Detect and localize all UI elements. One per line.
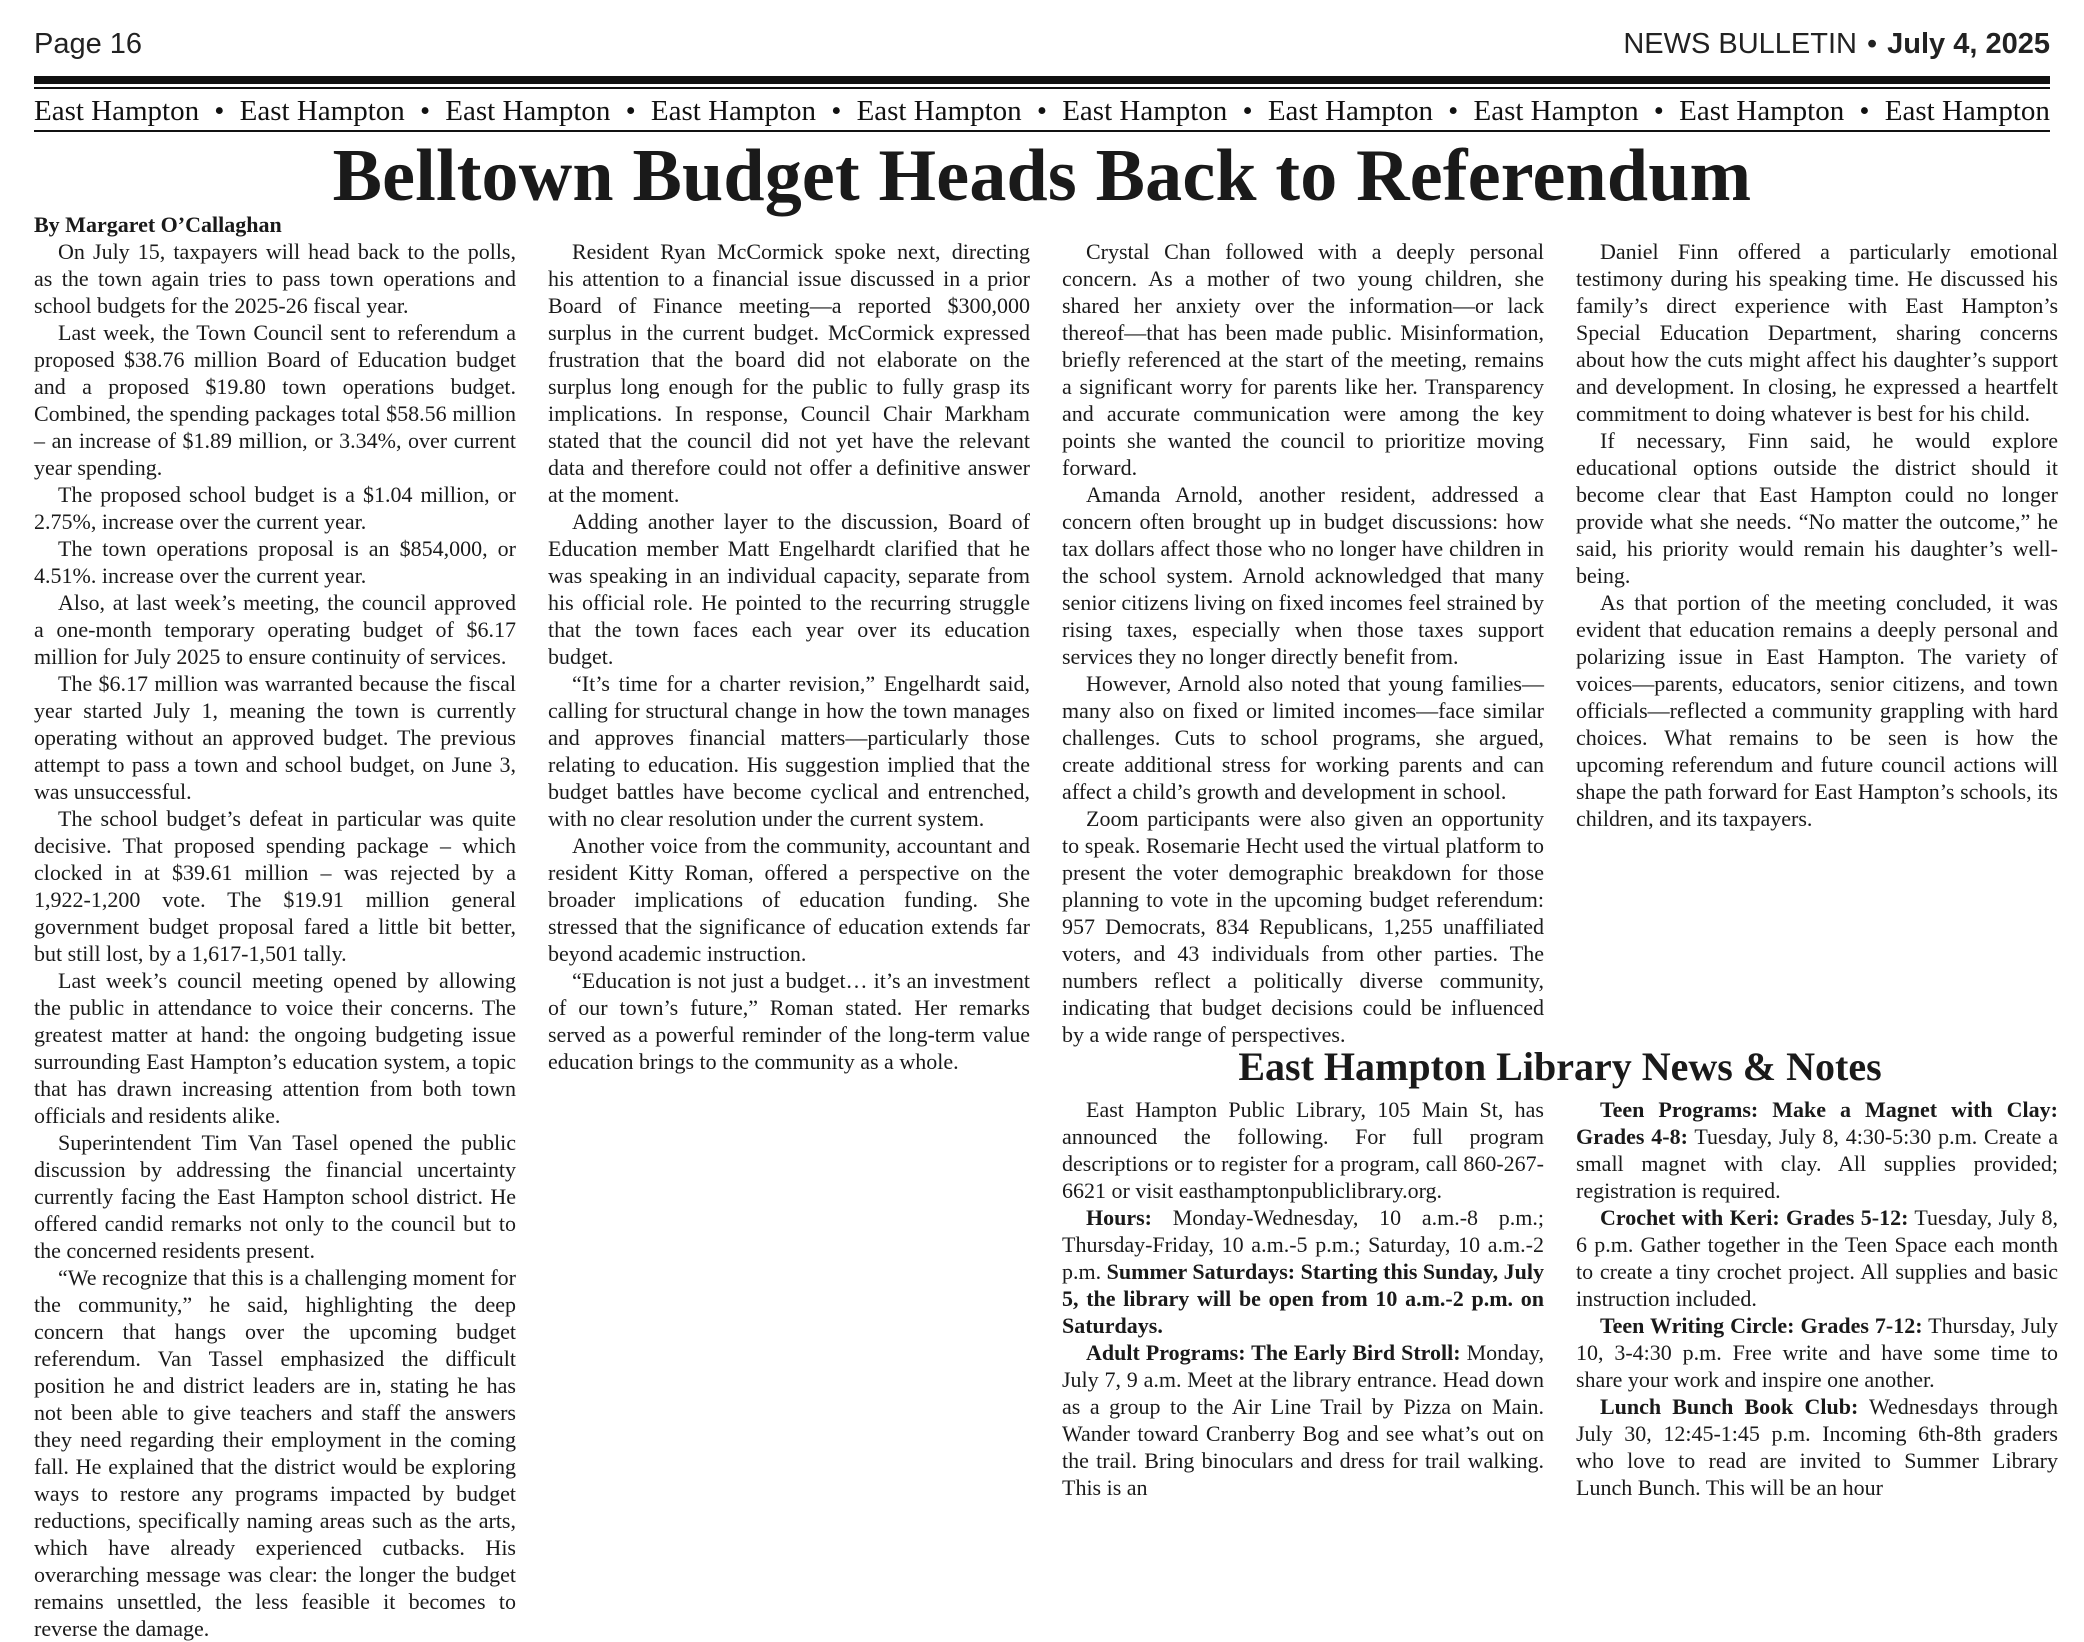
article-column-1 [34,238,516,1641]
article-paragraph: If necessary, Finn said, he would explore educational options outside the district should it become clear that East Hampton could no longer provide what she needs. “No matter the outcome,” he said, his priority would remain his daughter’s well-being. [1576,428,2058,588]
banner-bullet: • [1242,95,1253,127]
library-item [1576,1204,2058,1312]
article-byline: By Margaret O’Callaghan [34,212,282,237]
library-item [1576,1393,2058,1501]
library-item-text: Tuesday, July 8, 6 p.m. Gather together in the Teen Space each month to create a tiny crochet project. All supplies and basic instruction included. [1576,1205,2059,1311]
banner-bullet: • [1036,95,1048,127]
article-paragraph: The $6.17 million was warranted because the fiscal year started July 1, meaning the town is currently operating without an approved budget. The previous attempt to pass a town and school budget, on June 3, was unsuccessful. [34,671,516,804]
library-item-text: Monday-Wednesday, 10 a.m.-8 p.m.; Thursday-Friday, 10 a.m.-5 p.m.; Saturday, 10 a.m.-2 p.m. [1062,1205,1544,1284]
article-paragraph: As that portion of the meeting concluded, it was evident that education remains a deeply personal and polarizing issue in East Hampton. The variety of voices—parents, educators, senior citizens, and town officials—reflected a community grappling with hard choices. What remains to be seen is how the upcoming referendum and future council actions will shape the path forward for East Hampton’s schools, its children, and its taxpayers. [1576,590,2058,831]
library-item [1576,1312,2058,1393]
article-paragraph: “It’s time for a charter revision,” Engelhardt said, calling for structural change in how the town manages and approves financial matters—particularly those relating to education. His suggestion implied that the budget battles have become cyclical and entrenched, with no clear resolution under the current system. [548,671,1030,831]
header-rule-thin [34,87,2050,89]
article-paragraph: The town operations proposal is an $854,000, or 4.51%. increase over the current year. [34,536,516,588]
article-paragraph: “Education is not just a budget… it’s an investment of our town’s future,” Roman stated. Her remarks served as a powerful reminder of the long-term value education brings to the community as a whole. [548,968,1030,1074]
article-paragraph: Another voice from the community, accountant and resident Kitty Roman, offered a perspective on the broader implications of education funding. She stressed that the significance of education extends far beyond academic instruction. [548,833,1030,966]
banner-town: East Hampton [650,95,817,127]
article-column-3 [1062,238,1544,1047]
banner-town: East Hampton [1679,95,1845,127]
banner-town: East Hampton [856,95,1022,127]
library-item-text: Wednesdays through July 30, 12:45-1:45 p.m. Incoming 6th-8th graders who love to read are invited to Summer Library Lunch Bunch. This will be an hour [1576,1394,2059,1500]
article-paragraph: Daniel Finn offered a particularly emotional testimony during his speaking time. He discussed his family’s direct experience with East Hampton’s Special Education Department, sharing concerns about how the cuts might affect his daughter’s support and development. In closing, he expressed a heartfelt commitment to doing whatever is best for his child. [1576,239,2058,426]
article-paragraph: Last week, the Town Council sent to referendum a proposed $38.76 million Board of Education budget and a proposed $19.80 town operations budget. Combined, the spending packages total $58.56 million – an increase of $1.89 million, or 3.34%, over current year spending. [34,320,516,480]
library-item-text: Tuesday, July 8, 4:30-5:30 p.m. Create a small magnet with clay. All supplies provided; registration is required. [1576,1124,2059,1203]
banner-town: East Hampton [1062,95,1228,127]
banner-town: East Hampton [239,95,405,127]
library-item-text: Monday, July 7, 9 a.m. Meet at the library entrance. Head down as a group to the Air Line Trail by Pizza on Main. Wander toward Cranberry Bog and see what’s out on the trail. Bring binoculars and dress for trail walking. This is an [1062,1340,1544,1500]
article-paragraph: Also, at last week’s meeting, the council approved a one-month temporary operating budget of $6.17 million for July 2025 to ensure continuity of services. [34,590,516,669]
page-number: Page 16 [34,28,143,60]
banner-town: East Hampton [34,95,200,127]
library-item-label: Lunch Bunch Book Club: [1600,1394,1859,1419]
banner-bullet: • [214,95,225,127]
article-column-4 [1576,238,2058,1028]
header-bullet: • [1867,28,1878,60]
article-paragraph: However, Arnold also noted that young families—many also on fixed or limited incomes—face similar challenges. Cuts to school programs, she argued, create additional stress for working parents and can affect a child’s growth and development in school. [1062,671,1544,804]
issue-date: July 4, 2025 [1887,28,2050,60]
banner-bullet: • [625,95,636,127]
banner-bullet: • [419,95,431,127]
publication-header [1623,28,2050,61]
library-heading: East Hampton Library News & Notes [1238,1044,1882,1089]
banner-bullet: • [1448,95,1459,127]
article-paragraph: Adding another layer to the discussion, Board of Education member Matt Engelhardt clarified that he was speaking in an individual capacity, separate from his official role. He pointed to the recurring struggle that the town faces each year over its education budget. [548,509,1030,669]
library-item [1062,1339,1544,1501]
article-paragraph: Amanda Arnold, another resident, addressed a concern often brought up in budget discussions: how tax dollars affect those who no longer have children in the school system. Arnold acknowledged that many senior citizens living on fixed incomes feel strained by rising taxes, especially when those taxes support services they no longer directly benefit from. [1062,482,1544,669]
library-column-2 [1576,1096,2058,1506]
article-paragraph: The proposed school budget is a $1.04 million, or 2.75%, increase over the current year. [34,482,516,534]
article-paragraph: Last week’s council meeting opened by allowing the public in attendance to voice their concerns. The greatest matter at hand: the ongoing budgeting issue surrounding East Hampton’s education system, a topic that has drawn increasing attention from both town officials and residents alike. [34,968,516,1128]
banner-town: East Hampton [1884,95,2050,127]
library-item [1576,1096,2058,1204]
library-item-label: Teen Writing Circle: Grades 7-12: [1600,1313,1923,1338]
banner-town: East Hampton [1473,95,1639,127]
banner-town: East Hampton [1267,95,1433,127]
article-paragraph: Superintendent Tim Van Tasel opened the public discussion by addressing the financial uncertainty currently facing the East Hampton school district. He offered candid remarks not only to the council but to the concerned residents present. [34,1130,516,1263]
publication-name: NEWS BULLETIN [1623,28,1857,60]
article-paragraph: Crystal Chan followed with a deeply personal concern. As a mother of two young children, she shared her anxiety over the information—or lack thereof—that has been made public. Misinformation, briefly referenced at the start of the meeting, remains a significant worry for parents like her. Transparency and accurate communication were among the key points she wanted the council to prioritize moving forward. [1062,239,1544,480]
banner-bullet: • [831,95,842,127]
library-item-label: Adult Programs: The Early Bird Stroll: [1086,1340,1461,1365]
library-item [1062,1096,1544,1204]
banner-bullet: • [1859,95,1870,127]
banner-town: East Hampton [445,95,611,127]
library-item-label: Hours: [1086,1205,1152,1230]
library-item-text: Thursday, July 10, 3-4:30 p.m. Free write and have some time to share your work and inspire one another. [1576,1313,2058,1392]
library-item-label: Crochet with Keri: Grades 5-12: [1600,1205,1909,1230]
section-banner [34,94,2050,128]
library-column-1 [1062,1096,1544,1506]
banner-rule [34,130,2050,132]
library-item-label: Teen Programs: Make a Magnet with Clay: Grades 4-8: [1576,1097,2058,1149]
library-item-text: East Hampton Public Library, 105 Main St, has announced the following. For full program descriptions or to register for a program, call 860-267-6621 or visit easthamptonpubliclibrary.org. [1062,1097,1544,1203]
banner-bullet: • [1653,95,1664,127]
article-paragraph: The school budget’s defeat in particular was quite decisive. That proposed spending package – which clocked in at $39.61 million – was rejected by a 1,922-1,200 vote. The $19.91 million general government budget proposal fared a little bit better, but still lost, by a 1,617-1,501 tally. [34,806,516,966]
article-paragraph: Zoom participants were also given an opportunity to speak. Rosemarie Hecht used the virtual platform to present the voter demographic breakdown for those planning to vote in the upcoming budget referendum: 957 Democrats, 834 Republicans, 1,255 unaffiliated voters, and 43 individuals from other parties. The numbers reflect a politically diverse community, indicating that budget decisions could be influenced by a wide range of perspectives. [1062,806,1544,1047]
article-paragraph: Resident Ryan McCormick spoke next, directing his attention to a financial issue discussed in a prior Board of Finance meeting—a reported $300,000 surplus in the current budget. McCormick expressed frustration that the board did not elaborate on the surplus long enough for the public to fully grasp its implications. In response, Council Chair Markham stated that the council did not yet have the relevant data and therefore could not offer a definitive answer at the moment. [548,239,1030,507]
article-column-2 [548,238,1030,1506]
article-headline: Belltown Budget Heads Back to Referendum [332,135,1752,217]
article-paragraph: On July 15, taxpayers will head back to the polls, as the town again tries to pass town operations and school budgets for the 2025-26 fiscal year. [34,239,516,318]
header-rule-thick [34,76,2050,84]
library-item [1062,1204,1544,1339]
library-item-note: Summer Saturdays: Starting this Sunday, July 5, the library will be open from 10 a.m.-2 p.m. on Saturdays. [1062,1259,1544,1338]
article-paragraph: “We recognize that this is a challenging moment for the community,” he said, highlighting the deep concern that hangs over the upcoming budget referendum. Van Tassel emphasized the difficult position he and district leaders are in, stating he has not been able to give teachers and staff the answers they need regarding their employment in the coming fall. He explained that the district would be exploring ways to restore any programs impacted by budget reductions, specifically naming areas such as the arts, which have already experienced cutbacks. His overarching message was clear: the longer the budget remains unsettled, the less feasible it becomes to reverse the damage. [34,1265,516,1641]
